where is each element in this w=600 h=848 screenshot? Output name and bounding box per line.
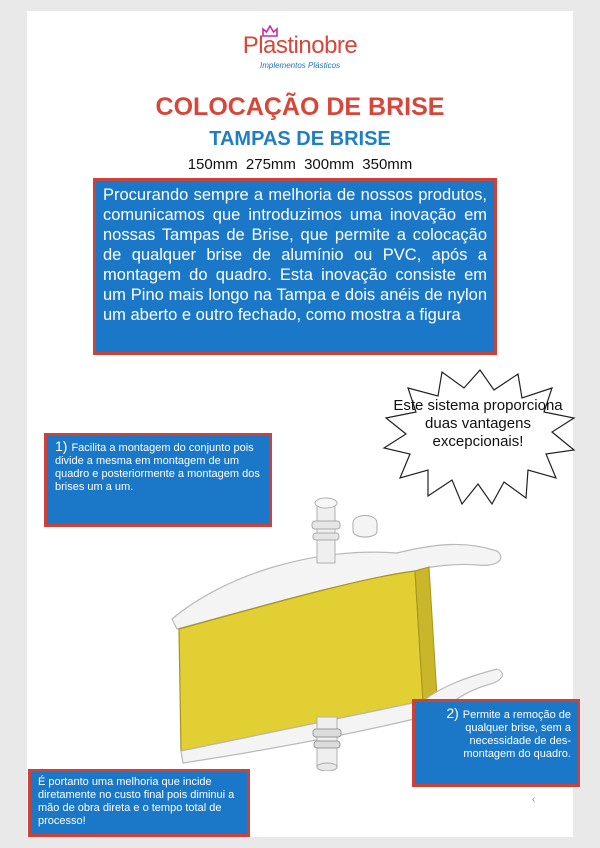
page-title: COLOCAÇÃO DE BRISE: [155, 93, 445, 121]
size-list: 150mm 275mm 300mm 350mm: [187, 156, 413, 173]
brand-tagline: Implementos Plásticos: [259, 61, 341, 70]
starburst-text: Este sistema proporciona duas vantagens excepcionais!: [393, 397, 563, 450]
intro-box: Procurando sempre a melhoria de nossos produtos, comunicamos que introduzimos uma inovação em nossas Tampas de Brise, que permite a colocação de qualquer brise de alumínio ou PVC, após a montagem do quadro. Esta inovação consiste em um Pino mais longo na Tampa e dois anéis de nylon um aberto e outro fechado, como mostra a figura: [93, 178, 497, 355]
page-subtitle: TAMPAS DE BRISE: [209, 128, 391, 150]
advantage-1-number: 1): [55, 438, 68, 454]
advantage-2-text: Permite a remoção de qualquer brise, sem a necessidade de des-montagem do quadro.: [462, 709, 571, 760]
advantage-2-box: [412, 699, 580, 787]
conclusion-box: É portanto uma melhoria que incide diretamente no custo final pois diminui a mão de obra direta e o tempo total de processo!: [28, 769, 250, 837]
advantage-1-text: Facilita a montagem do conjunto pois divide a mesma em montagem de um quadro e posteriormente a montagem dos brises um a um.: [55, 442, 260, 493]
brand-name: Plastinobre: [242, 32, 358, 59]
corner-mark: ‹: [532, 794, 536, 805]
advantage-2-number: 2): [446, 705, 459, 721]
flyer-page: [27, 11, 573, 837]
